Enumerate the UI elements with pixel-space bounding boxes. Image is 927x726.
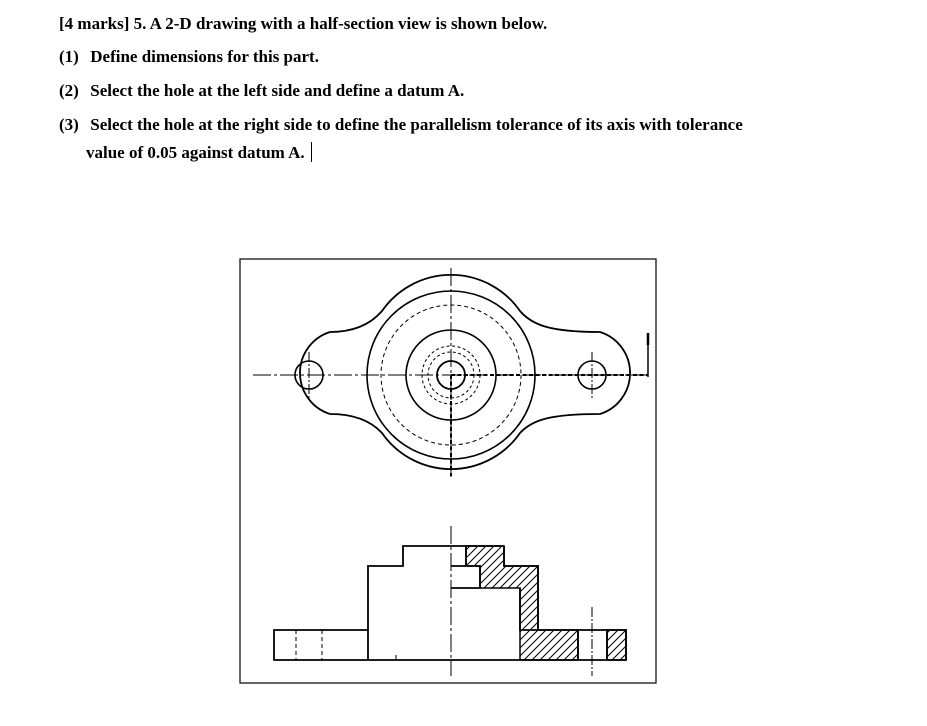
engineering-drawing[interactable] bbox=[239, 258, 658, 684]
part-3-continuation-text: value of 0.05 against datum A. bbox=[86, 143, 305, 162]
drawing-border bbox=[240, 259, 656, 683]
text-cursor bbox=[311, 142, 312, 162]
question-part-3-continuation bbox=[86, 142, 312, 163]
question-part-1 bbox=[59, 47, 319, 67]
question-header: [4 marks] 5. A 2-D drawing with a half-section view is shown below. bbox=[59, 14, 548, 33]
part-2-text: Select the hole at the left side and define a datum A. bbox=[90, 81, 465, 100]
part-1-number: (1) bbox=[59, 47, 79, 66]
part-3-number: (3) bbox=[59, 115, 79, 134]
question-part-2 bbox=[59, 81, 464, 101]
question-part-3 bbox=[59, 115, 743, 135]
part-2-number: (2) bbox=[59, 81, 79, 100]
part-3-text: Select the hole at the right side to define the parallelism tolerance of its axis with tolerance bbox=[90, 115, 743, 134]
part-1-text: Define dimensions for this part. bbox=[90, 47, 319, 66]
